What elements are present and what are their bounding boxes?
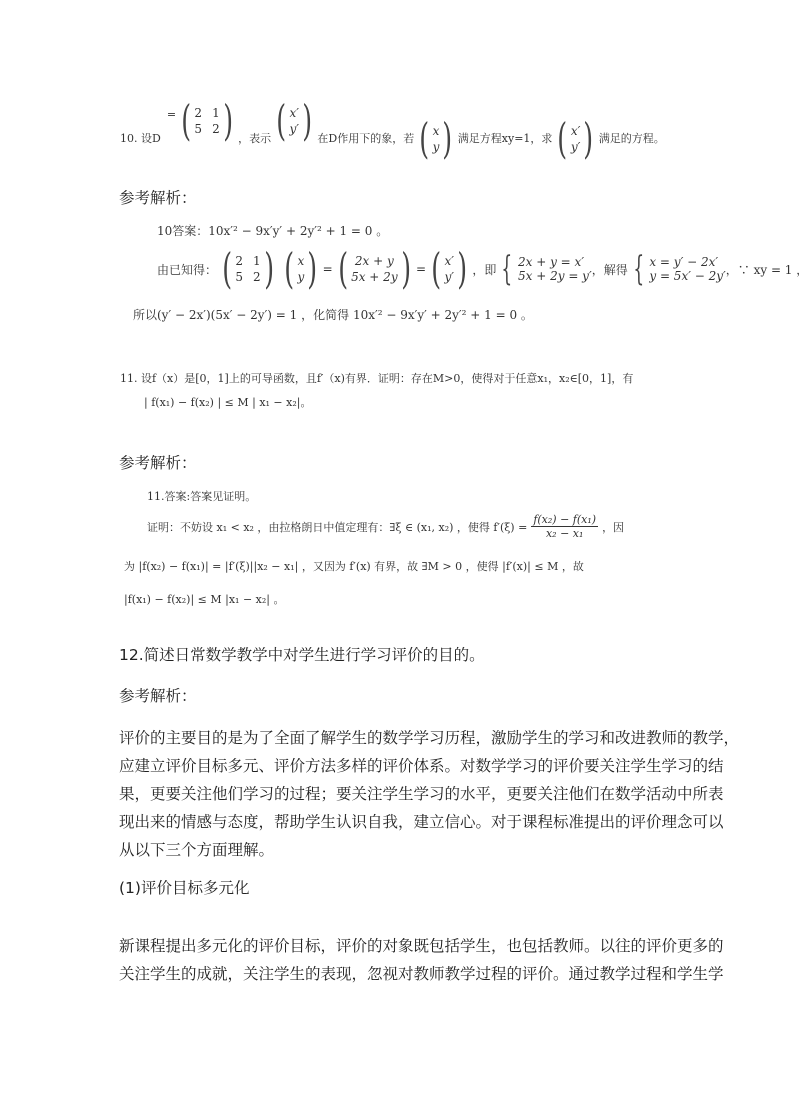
question-11-line2: | f(x₁) − f(x₂) | ≤ M | x₁ − x₂|。 — [144, 396, 312, 409]
vector-xy: ( x y ) — [419, 114, 453, 163]
answer-11-proof-line2: 为 |f(x₂) − f(x₁)| = |f′(ξ)||x₂ − x₁| ，又因为 f′(x) 有界，故 ∃M > 0 ，使得 |f′(x)| ≤ M ，故 — [124, 560, 584, 573]
q10-text3: 满足方程xy=1，求 — [457, 132, 553, 145]
answer-12-paragraph: 评价的主要目的是为了全面了解学生的数学学习历程，激励学生的学习和改进教师的教学， 应建立评价目标多元、评价方法多样的评价体系。对数学学习的评价要关注学生学习的结 果，更要关注他们学习的过程；要关注学生学习的水平，更要关注他们在数学活动中所表 现出来的情感与态度，帮助学生认识自我，建立信心。对于课程标准提出的评价理念可以 从以下三个方面理解。 — [119, 729, 740, 859]
answer-10-derivation: 由已知得： ( 2 1 5 2 ) ( x y ) = ( 2x + y 5x + 2y ) = ( x′ y′ ) ，即 { 2x + y = x′ 5x + 2y = y′ ，解得 { x = y′ − 2x′ y = 5x′ − 2y′ ，∵ xy = 1 ， — [157, 244, 808, 293]
matrix-d: ( 2 1 5 2 ) — [181, 96, 233, 145]
reference-label-10: 参考解析： — [119, 189, 197, 207]
question-11-line1: 11. 设f（x）是[0，1]上的可导函数，且f′（x)有界．证明：存在M>0，使得对于任意x₁，x₂∈[0，1]，有 — [120, 372, 634, 385]
answer-12-subheading: (1)评价目标多元化 — [119, 879, 250, 897]
q10-text2: 在D作用下的象，若 — [317, 132, 415, 145]
answer-12-paragraph-2: 新课程提出多元化的评价目标，评价的对象既包括学生，也包括教师。以往的评价更多的 关注学生的成就，关注学生的表现，忽视对教师教学过程的评价。通过教学过程和学生学 — [119, 937, 724, 983]
vector-prime: ( x′ y′ ) — [276, 96, 313, 145]
answer-11-proof-line1: 证明：不妨设 x₁ < x₂ ，由拉格朗日中值定理有：∃ξ ∈ (x₁, x₂) ，使得 f′(ξ) = $\frac{\text{f(x₂) − f(x₁)}}{\text{x₂ − x₁}}$ ，因 — [147, 513, 625, 540]
q10-eq: = — [166, 108, 177, 121]
answer-11: 11.答案:答案见证明。 — [147, 490, 257, 503]
answer-10: 10答案：10x′² − 9x′y′ + 2y′² + 1 = 0 。 — [157, 224, 389, 238]
answer-11-proof-line3: |f(x₁) − f(x₂)| ≤ M |x₁ − x₂| 。 — [124, 593, 285, 606]
question-10 — [120, 96, 665, 163]
reference-label-12: 参考解析： — [119, 687, 197, 705]
question-12: 12.简述日常数学教学中对学生进行学习评价的目的。 — [119, 646, 485, 664]
reference-label-11: 参考解析： — [119, 454, 197, 472]
vector-prime-2: ( x′ y′ ) — [557, 114, 594, 163]
q10-text1: ，表示 — [238, 132, 272, 145]
q10-prefix: 10. 设D — [120, 132, 161, 145]
answer-10-conclusion: 所以(y′ − 2x′)(5x′ − 2y′) = 1 ，化简得 10x′² − 9x′y′ + 2y′² + 1 = 0 。 — [133, 308, 533, 322]
q10-text4: 满足的方程。 — [598, 132, 665, 145]
